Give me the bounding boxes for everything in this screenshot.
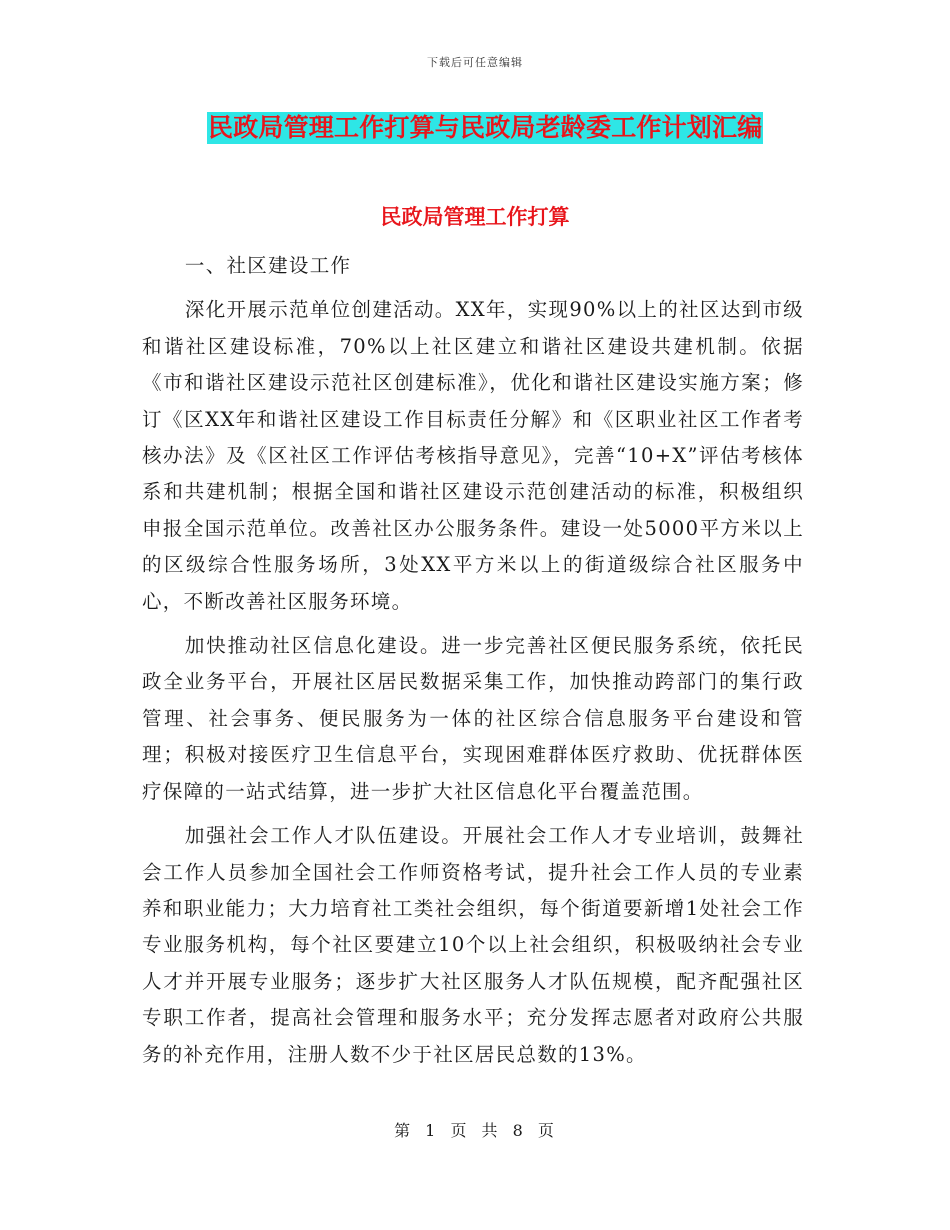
heading-1: 一、社区建设工作 <box>184 254 352 277</box>
section-title: 民政局管理工作打算 <box>380 205 570 229</box>
main-title-container <box>207 112 763 144</box>
paragraph-3: 加强社会工作人才队伍建设。开展社会工作人才专业培训，鼓舞社会工作人员参加全国社会工作师资格考试，提升社会工作人员的专业素养和职业能力；大力培育社工类社会组织，每个街道要新增1处社会工作专业服务机构，每个社区要建立10个以上社会组织，积极吸纳社会专业人才并开展专业服务；逐步扩大社区服务人才队伍规模，配齐配强社区专职工作者，提高社会管理和服务水平；充分发挥志愿者对政府公共服务的补充作用，注册人数不少于社区居民总数的13%。 <box>142 824 804 1066</box>
paragraph-2: 加快推动社区信息化建设。进一步完善社区便民服务系统，依托民政全业务平台，开展社区居民数据采集工作，加快推动跨部门的集行政管理、社会事务、便民服务为一体的社区综合信息服务平台建设和管理；积极对接医疗卫生信息平台，实现困难群体医疗救助、优抚群体医疗保障的一站式结算，进一步扩大社区信息化平台覆盖范围。 <box>142 634 804 803</box>
page-footer: 第 1 页 共 8 页 <box>394 1121 556 1140</box>
main-title: 民政局管理工作打算与民政局老龄委工作计划汇编 <box>208 113 763 142</box>
document-body <box>142 248 804 1073</box>
paragraph-1: 深化开展示范单位创建活动。XX年，实现90%以上的社区达到市级和谐社区建设标准，70%以上社区建立和谐社区建设共建机制。依据《市和谐社区建设示范社区创建标准》，优化和谐社区建设实施方案；修订《区XX年和谐社区建设工作目标责任分解》和《区职业社区工作者考核办法》及《区社区工作评估考核指导意见》，完善“10+X”评估考核体系和共建机制；根据全国和谐社区建设示范创建活动的标准，积极组织申报全国示范单位。改善社区办公服务条件。建设一处5000平方米以上的区级综合性服务场所，3处XX平方米以上的街道级综合社区服务中心，不断改善社区服务环境。 <box>142 298 804 613</box>
header-note: 下载后可任意编辑 <box>427 56 523 69</box>
